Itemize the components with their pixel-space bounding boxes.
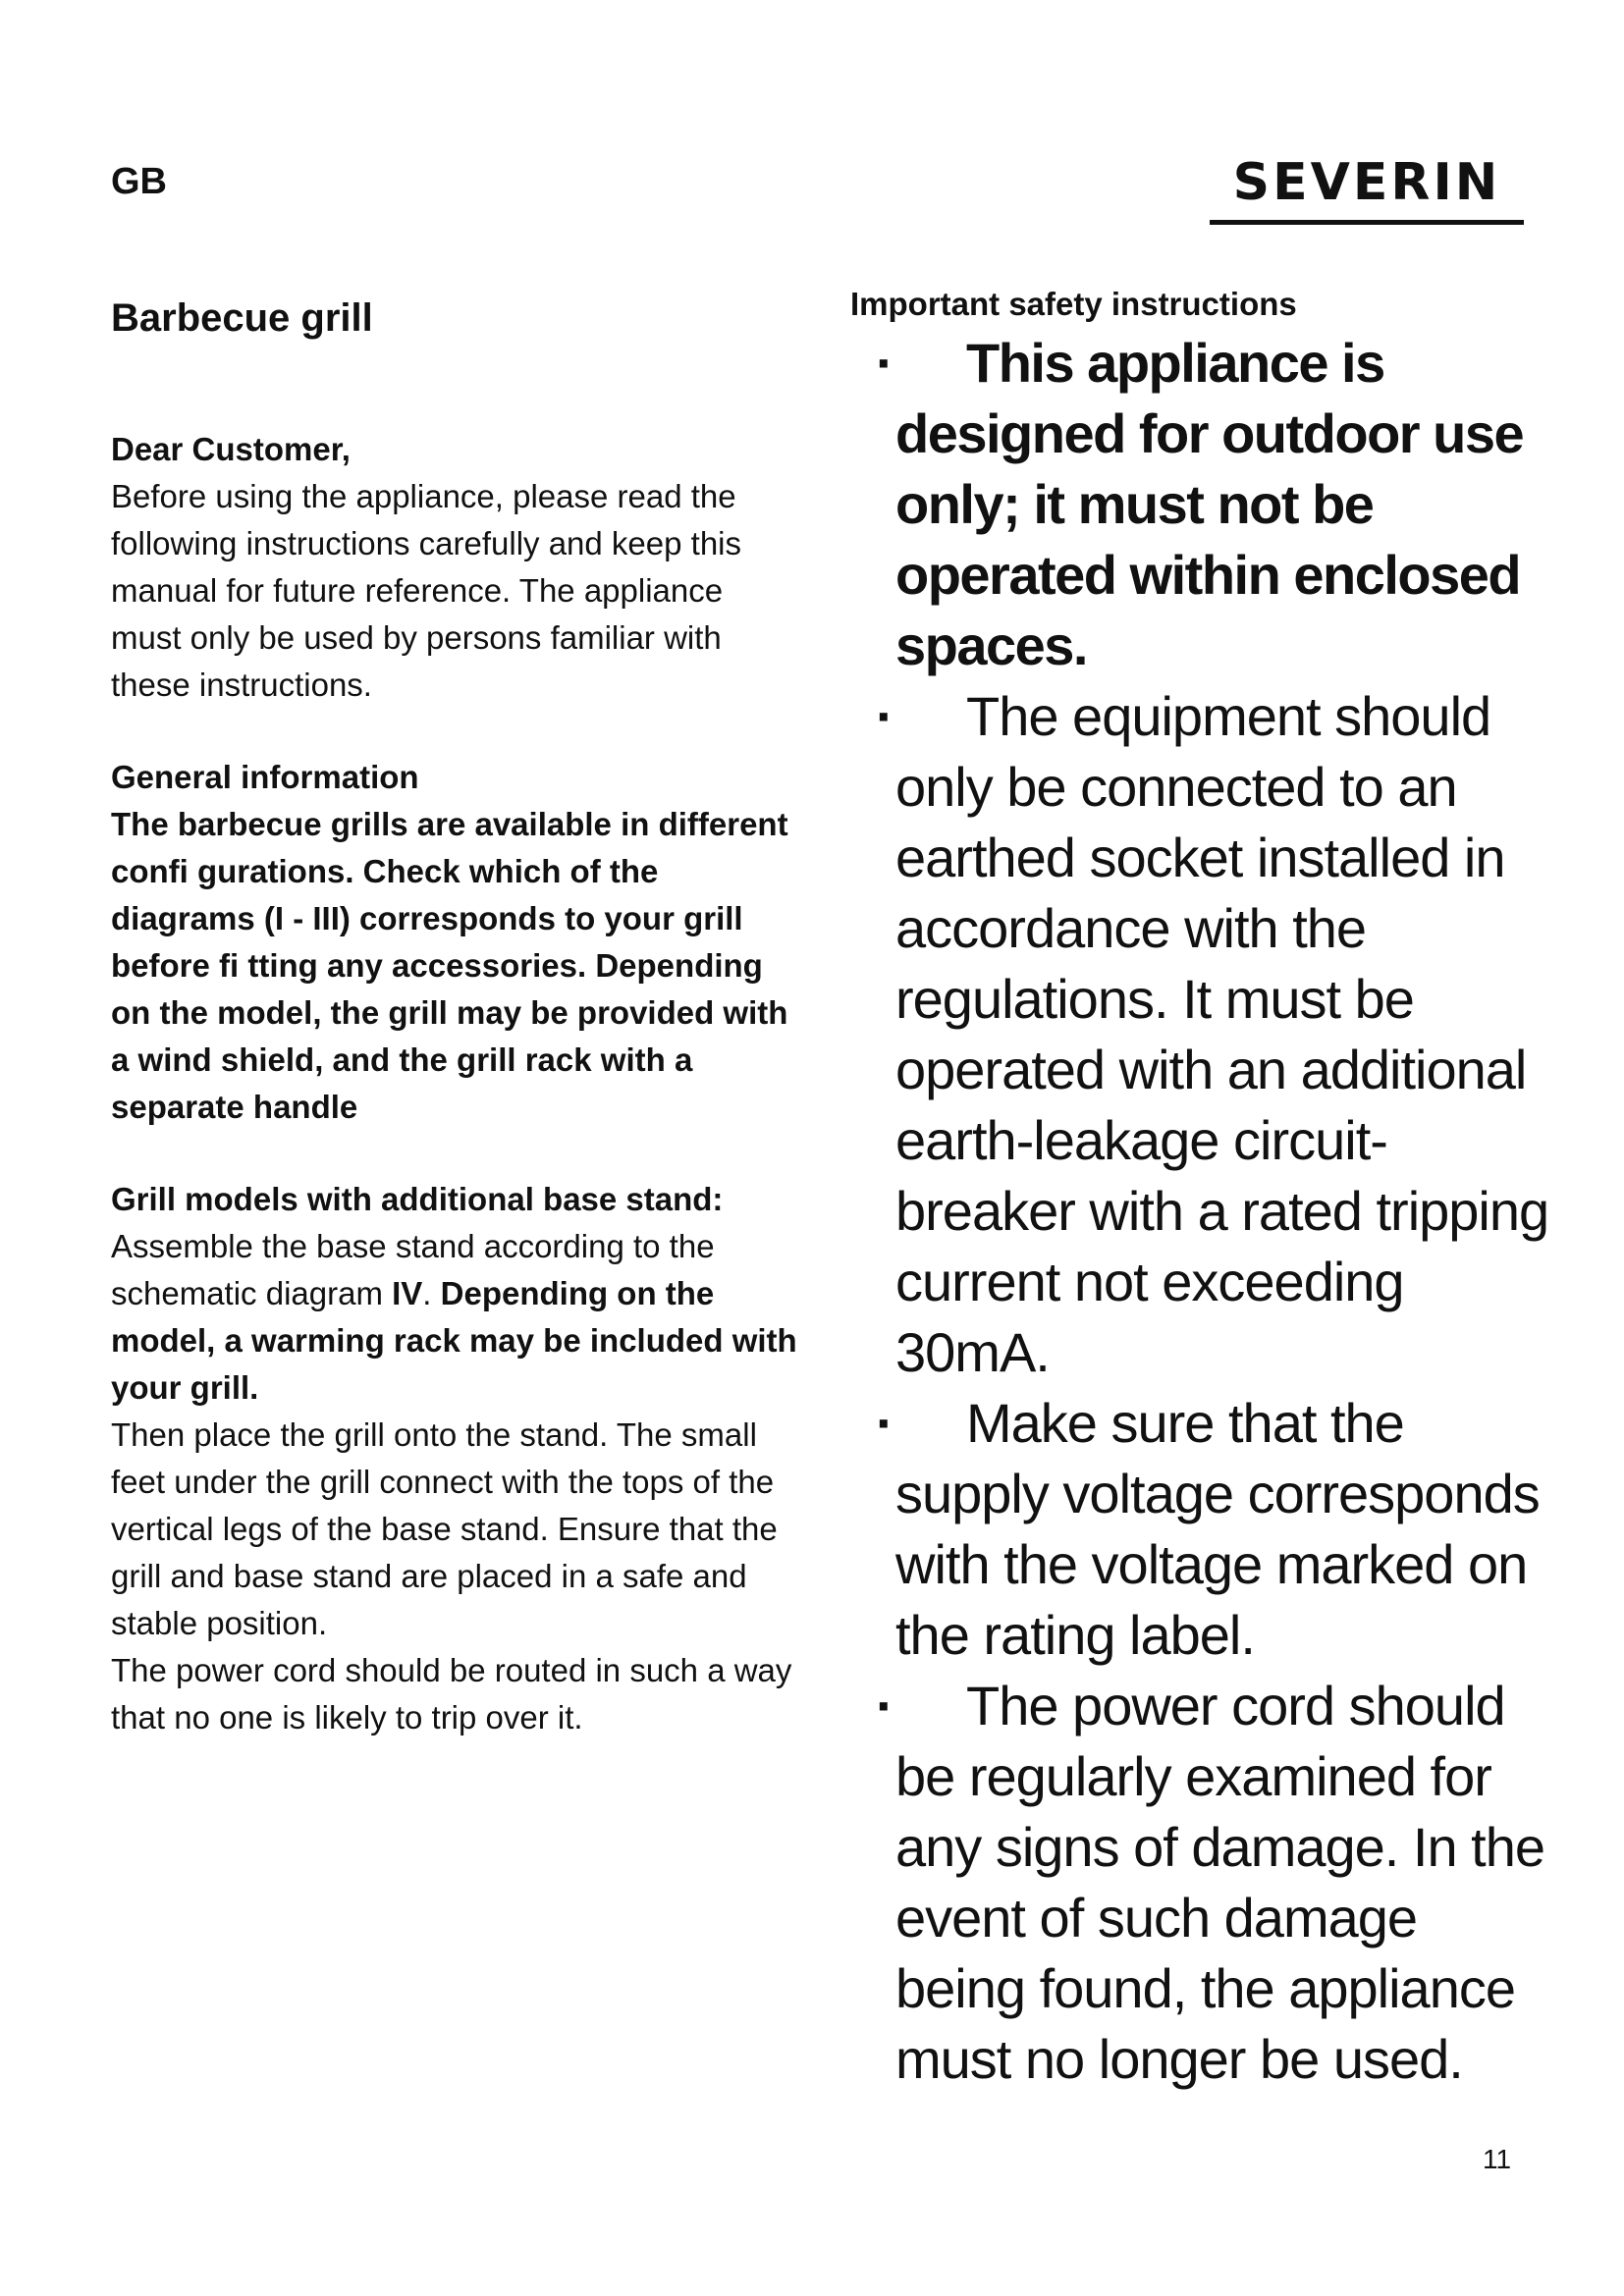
bullet-icon: · bbox=[876, 685, 893, 747]
base-stand-text-start: Assemble the base stand according to the schematic diagram bbox=[111, 1228, 715, 1311]
brand-logo: SEVERIN bbox=[1232, 153, 1501, 212]
base-stand-heading: Grill models with additional base stand: bbox=[111, 1181, 724, 1217]
safety-item-supply-voltage bbox=[850, 1388, 1557, 1671]
safety-heading: Important safety instructions bbox=[850, 286, 1297, 322]
placement-paragraph: Then place the grill onto the stand. The small feet under the grill connect with the tops of the vertical legs of the base stand. Ensure that the grill and base stand are placed in a safe and stable position. bbox=[111, 1416, 778, 1641]
base-stand-paragraph bbox=[111, 1223, 798, 1412]
safety-item-earthed-socket bbox=[850, 681, 1557, 1388]
safety-item-outdoor-use bbox=[850, 328, 1557, 681]
safety-item-text: This appliance is designed for outdoor use only; it must not be operated within enclosed spaces. bbox=[895, 332, 1524, 676]
safety-item-power-cord bbox=[850, 1671, 1557, 2095]
diagram-reference: IV bbox=[392, 1275, 423, 1311]
power-cord-routing-paragraph: The power cord should be routed in such a way that no one is likely to trip over it. bbox=[111, 1652, 792, 1735]
document-title: Barbecue grill bbox=[111, 296, 373, 340]
warming-rack-note: Depending on the model, a warming rack may be included with your grill. bbox=[111, 1275, 797, 1406]
intro-paragraph: Before using the appliance, please read the following instructions carefully and keep this manual for future reference. The appliance must only be used by persons familiar with these instructions. bbox=[111, 478, 742, 703]
bullet-icon: · bbox=[876, 1392, 893, 1454]
left-column bbox=[111, 281, 798, 1741]
bullet-icon: · bbox=[876, 332, 893, 394]
safety-item-text: The equipment should only be connected to an earthed socket installed in accordance with the regulations. It must be operated with an additional earth-leakage circuit-breaker with a rated tripping current not exceeding 30mA. bbox=[895, 685, 1549, 1383]
brand-logo-underline bbox=[1210, 220, 1524, 225]
page-number: 11 bbox=[1483, 2144, 1512, 2174]
right-column bbox=[850, 281, 1557, 2095]
safety-item-text: The power cord should be regularly examined for any signs of damage. In the event of such damage being found, the appliance must no longer be used. bbox=[895, 1675, 1544, 2090]
base-stand-text-period: . bbox=[422, 1275, 441, 1311]
bullet-icon: · bbox=[876, 1675, 893, 1736]
language-code: GB bbox=[111, 161, 167, 202]
general-info-heading: General information bbox=[111, 759, 419, 795]
general-info-paragraph: The barbecue grills are available in different confi gurations. Check which of the diagrams (I - III) corresponds to your grill before fi tting any accessories. Depending on the model, the grill may be provided with a wind shield, and the grill rack with a separate handle bbox=[111, 806, 788, 1125]
greeting-heading: Dear Customer, bbox=[111, 431, 351, 467]
safety-item-text: Make sure that the supply voltage corresponds with the voltage marked on the rating label. bbox=[895, 1392, 1540, 1666]
